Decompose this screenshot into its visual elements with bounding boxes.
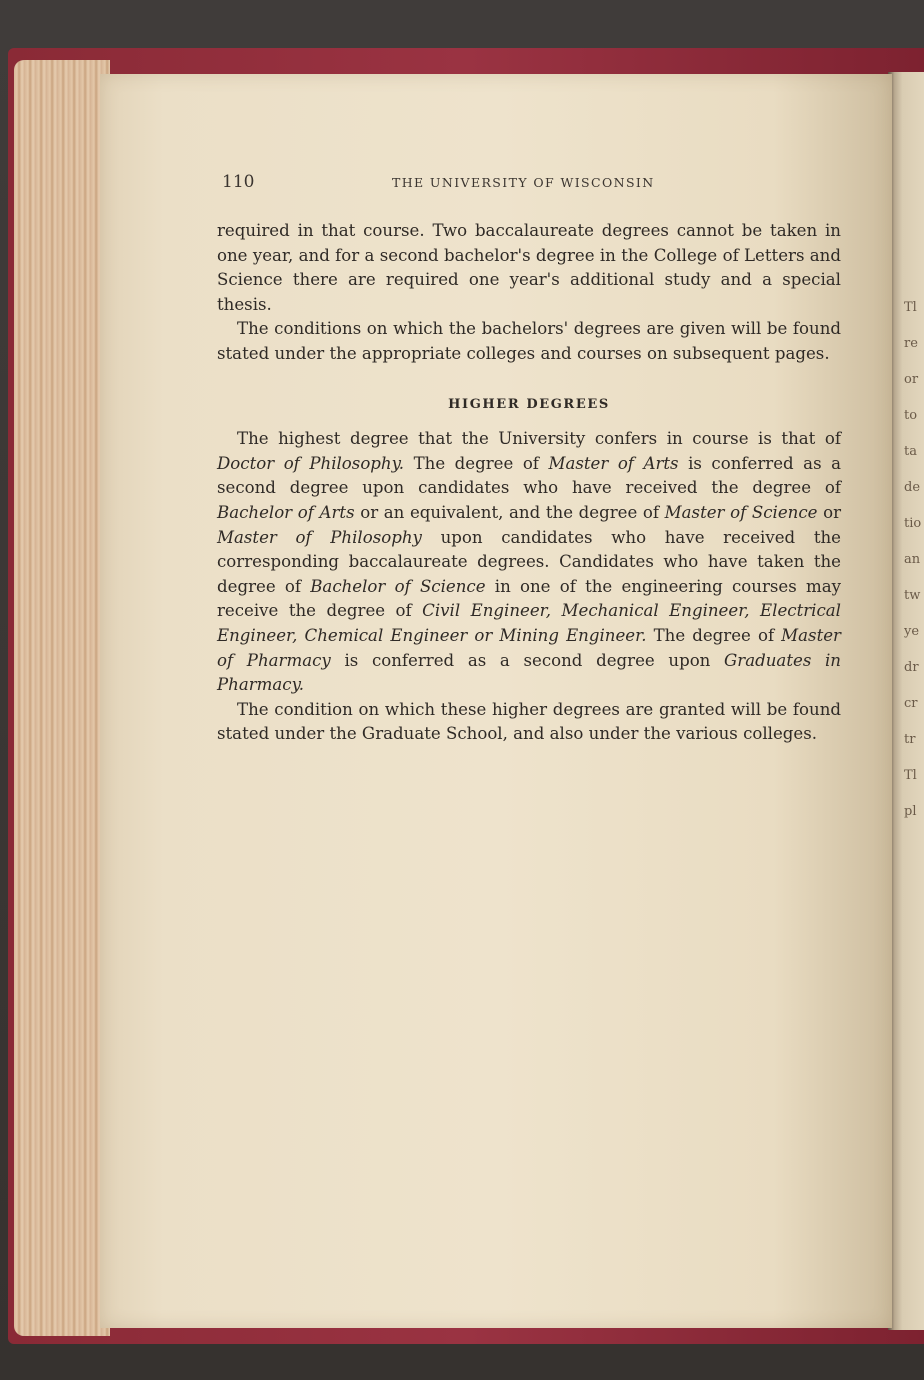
facing-fragment: dr [904, 660, 919, 675]
facing-fragment: ta [904, 444, 917, 459]
facing-fragment: cr [904, 696, 918, 711]
degree-name: Civil Engineer, Mechanical Engineer, Electrical Engineer, Chemical Engineer or Mining Engineer. [217, 601, 841, 645]
facing-fragment: de [904, 480, 921, 495]
degree-name: Master of Arts [548, 453, 679, 473]
degree-name: Bachelor of Arts [217, 502, 355, 522]
text-run: The degree of [646, 625, 782, 645]
text-run: in one of the engineering courses may receive the degree of [217, 576, 841, 621]
text-run: is conferred as a second degree upon candidates who have received the degree of [217, 453, 842, 498]
degree-name: Doctor of Philosophy. [217, 453, 405, 473]
degree-name: Graduates in Pharmacy. [217, 650, 841, 695]
body-text [217, 219, 841, 747]
book-page [100, 74, 892, 1328]
facing-fragment: tr [904, 732, 916, 747]
degree-name: Master of Pharmacy [217, 625, 841, 670]
facing-fragment: tio [904, 516, 922, 531]
degree-name: Bachelor of Science [310, 576, 486, 596]
facing-fragment: to [904, 408, 918, 423]
paragraph-3 [217, 427, 841, 698]
facing-fragment: Tl [904, 300, 917, 315]
page-number: 110 [222, 172, 255, 192]
text-run: or an equivalent, and the degree of [354, 502, 665, 522]
facing-fragment: re [904, 336, 918, 351]
text-run: upon candidates who have received the corresponding baccalaureate degrees. Candidates who have taken the degree of [217, 527, 841, 596]
running-head [222, 172, 762, 194]
degree-name: Master of Philosophy [217, 527, 422, 547]
paragraph-4: The condition on which these higher degrees are granted will be found stated under the Graduate School, and also under the various colleges. [217, 699, 841, 744]
text-run: is conferred as a second degree upon [330, 650, 725, 670]
facing-page-text [904, 290, 924, 890]
facing-fragment: an [904, 552, 921, 567]
facing-fragment: or [904, 372, 919, 387]
facing-fragment: tw [904, 588, 921, 603]
degree-name: Master of Science [664, 502, 818, 522]
paragraph-2: The conditions on which the bachelors' degrees are given will be found stated under the appropriate colleges and courses on subsequent pages. [217, 319, 841, 363]
text-run: The degree of [404, 453, 549, 473]
page-edges [14, 60, 110, 1336]
text-run: The highest degree that the University confers in course is that of [237, 429, 841, 449]
paragraph-1: required in that course. Two baccalaureate degrees cannot be taken in one year, and for a second bachelor's degree in the College of Letters and Science there are required one year's additional study and a special thesis. [217, 221, 841, 314]
running-title: THE UNIVERSITY OF WISCONSIN [392, 175, 655, 190]
facing-fragment: Tl [904, 768, 917, 783]
facing-fragment: ye [904, 624, 920, 639]
section-heading: HIGHER DEGREES [448, 396, 610, 412]
text-run: or [817, 502, 841, 522]
facing-fragment: pl [904, 804, 917, 819]
